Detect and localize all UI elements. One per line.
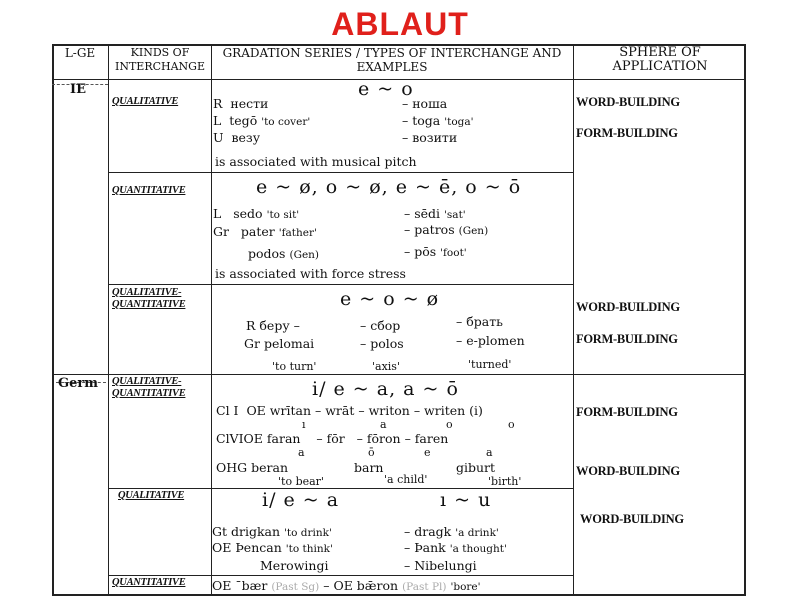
example-russian-3b: – сбор — [360, 318, 401, 333]
example-gothic-b: – dragk 'a drink' — [404, 524, 499, 539]
example-ohg-1: OHG beran — [216, 460, 289, 475]
example-oe-thought: – Þank 'a thought' — [404, 540, 507, 555]
row-line-5 — [108, 575, 573, 576]
class-6-vowel-c: e — [424, 446, 431, 459]
gloss-to-turn: 'to turn' — [272, 360, 317, 373]
example-latin-2: L sedo 'to sit' — [213, 206, 300, 221]
example-greek-2b: – patros (Gen) — [404, 222, 489, 237]
example-merowingi: Merowingi — [260, 558, 329, 573]
example-latin-1b: – toga 'toga' — [402, 113, 474, 128]
lge-germ: Germ — [58, 376, 98, 391]
series-germ-2a: i/ e ~ a — [262, 489, 340, 511]
col-divider-2 — [211, 44, 212, 596]
gloss-axis: 'axis' — [372, 360, 400, 373]
class-6-vowel-a: a — [298, 446, 305, 459]
kind-quantitative-ie: QUANTITATIVE — [112, 185, 186, 196]
sphere-germ-word-building-1: WORD-BUILDING — [576, 464, 680, 478]
note-musical-pitch: is associated with musical pitch — [215, 154, 417, 169]
gloss-turned: 'turned' — [468, 358, 512, 371]
example-russian-1b: – ноша — [402, 96, 448, 111]
example-greek-3c: – e-plomen — [456, 333, 525, 348]
example-greek-2c: podos (Gen) — [248, 246, 320, 261]
sphere-germ-form-building: FORM-BUILDING — [576, 405, 678, 419]
header-lge: L-GE — [64, 46, 96, 60]
example-ohg-2: barn — [354, 460, 384, 475]
gloss-birth: 'birth' — [488, 475, 522, 488]
series-e-o-zero: e ~ o ~ ø — [340, 288, 440, 310]
example-latin-1: L tegō 'to cover' — [213, 113, 311, 128]
row-line-2 — [108, 284, 573, 285]
lge-ie: IE — [70, 82, 86, 97]
sphere-ie-form-building-1: FORM-BUILDING — [576, 126, 678, 140]
kind-qual-quant-ie: QUALITATIVE-QUANTITATIVE — [112, 287, 186, 310]
example-greek-3b: – polos — [360, 336, 404, 351]
sphere-ie-word-building-1: WORD-BUILDING — [576, 95, 680, 109]
page-title: ABLAUT — [331, 6, 469, 42]
example-oe-bear: OE ¯bær (Past Sg) – OE bǣron (Past Pl) 'bore' — [212, 578, 481, 593]
kind-qual-quant-germ: QUALITATIVE-QUANTITATIVE — [112, 376, 186, 399]
col-divider-3 — [573, 44, 574, 596]
example-greek-3: Gr pelomai — [244, 336, 315, 351]
gloss-a-child: 'a child' — [384, 473, 428, 486]
note-force-stress: is associated with force stress — [215, 266, 406, 281]
example-nibelungi: – Nibelungi — [404, 558, 477, 573]
class-1-vowel-b: a — [380, 418, 387, 431]
example-latin-2b: – sēdi 'sat' — [404, 206, 466, 221]
series-germ-2b: ı ~ u — [440, 489, 492, 511]
gloss-to-bear: 'to bear' — [278, 475, 324, 488]
series-germ-1: i/ e ~ a, a ~ ō — [312, 378, 459, 400]
class-1-vowel-d: o — [508, 418, 515, 431]
example-oe-think: OE Þencan 'to think' — [212, 540, 333, 555]
kind-qualitative-ie: QUALITATIVE — [112, 96, 179, 107]
series-e-o: e ~ o — [358, 78, 414, 100]
example-greek-2d: – pōs 'foot' — [404, 244, 467, 259]
sphere-ie-word-building-2: WORD-BUILDING — [576, 300, 680, 314]
row-line-3 — [52, 374, 746, 375]
kind-qualitative-germ: QUALITATIVE — [118, 490, 185, 501]
example-gothic: Gt drigkan 'to drink' — [212, 524, 332, 539]
example-class-6: ClVIOE faran – fōr – fōron – faren — [216, 431, 449, 446]
example-ohg-3: giburt — [456, 460, 496, 475]
col-divider-1 — [108, 44, 109, 596]
example-russian-3c: – брать — [456, 314, 503, 329]
class-6-vowel-d: a — [486, 446, 493, 459]
series-quantitative: e ~ ø, o ~ ø, e ~ ē, o ~ ō — [256, 176, 522, 198]
example-russian-3: R беру – — [246, 318, 300, 333]
kind-quantitative-germ: QUANTITATIVE — [112, 577, 186, 588]
header-sphere: SPHERE OF APPLICATION — [612, 45, 708, 74]
header-gradation: GRADATION SERIES / TYPES OF INTERCHANGE AND EXAMPLES — [222, 46, 562, 74]
class-6-vowel-b: ō — [368, 446, 375, 459]
class-1-vowel-c: o — [446, 418, 453, 431]
row-line-4 — [108, 488, 573, 489]
example-greek-2: Gr pater 'father' — [213, 224, 317, 239]
header-kinds: KINDS OF INTERCHANGE — [114, 46, 205, 73]
example-ukrainian-1: U везу — [213, 130, 261, 145]
class-1-vowel-a: ı — [302, 418, 306, 431]
sphere-germ-word-building-2: WORD-BUILDING — [580, 512, 684, 526]
example-ukrainian-1b: – возити — [402, 130, 458, 145]
sphere-ie-form-building-2: FORM-BUILDING — [576, 332, 678, 346]
example-class-1: Cl I OE wrītan – wrāt – writon – writen (i) — [216, 403, 483, 418]
row-line-1 — [108, 172, 573, 173]
example-russian-1: R нести — [213, 96, 269, 111]
